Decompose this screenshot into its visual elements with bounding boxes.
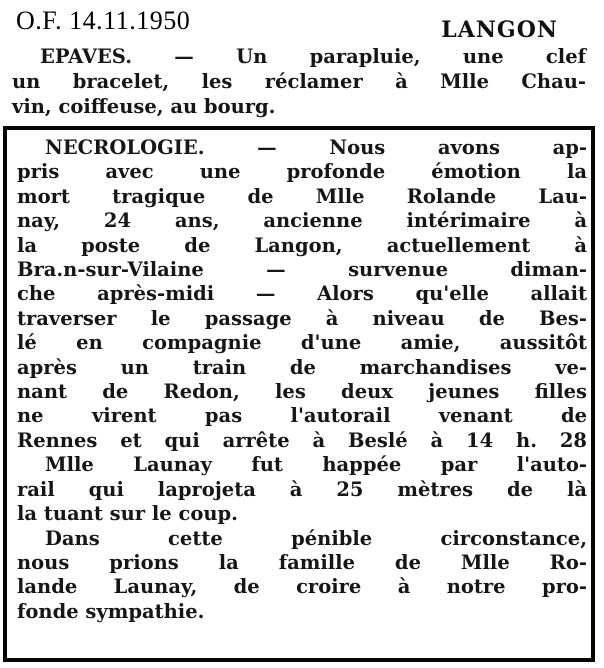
necrologie-line: ne virent pas l'autorail venant de	[17, 404, 587, 428]
epaves-line: EPAVES. — Un parapluie, une clef	[40, 45, 586, 68]
necrologie-line: nay, 24 ans, ancienne intérimaire à	[17, 209, 587, 233]
source-date-label: O.F. 14.11.1950	[16, 6, 191, 35]
necrologie-line: lé en compagnie d'une amie, aussitôt	[17, 331, 587, 355]
necrologie-line: fonde sympathie.	[17, 599, 205, 623]
necrologie-line: nous prions la famille de Mlle Ro-	[17, 550, 587, 574]
necrologie-line: che après-midi — Alors qu'elle allait	[17, 282, 587, 306]
epaves-line: vin, coiffeuse, au bourg.	[12, 95, 276, 118]
necrologie-line: la poste de Langon, actuellement à	[17, 233, 587, 257]
necrologie-notice	[17, 136, 587, 624]
necrologie-line: nant de Redon, les deux jeunes filles	[17, 380, 587, 404]
necrologie-line: rail qui laprojeta à 25 mètres de là	[17, 477, 587, 501]
epaves-line: un bracelet, les réclamer à Mlle Chau-	[12, 70, 586, 93]
necrologie-line: Dans cette pénible circonstance,	[45, 526, 587, 550]
necrologie-line: pris avec une profonde émotion la	[17, 160, 587, 184]
necrologie-line: NECROLOGIE. — Nous avons ap-	[45, 136, 587, 159]
necrologie-line: traverser le passage à niveau de Bes-	[17, 306, 587, 330]
necrologie-line: la tuant sur le coup.	[17, 502, 238, 526]
necrologie-line: Rennes et qui arrête à Beslé à 14 h. 28	[17, 428, 587, 452]
necrologie-line: après un train de marchandises ve-	[17, 355, 587, 379]
town-heading: LANGON	[441, 17, 558, 43]
necrologie-line: lande Launay, de croire à notre pro-	[17, 575, 587, 599]
necrologie-line: Bra.n-sur-Vilaine — survenue diman-	[17, 258, 587, 282]
necrologie-line: mort tragique de Mlle Rolande Lau-	[17, 184, 587, 208]
necrologie-box	[3, 126, 595, 662]
necrologie-line: Mlle Launay fut happée par l'auto-	[45, 453, 587, 477]
epaves-notice	[12, 44, 586, 119]
